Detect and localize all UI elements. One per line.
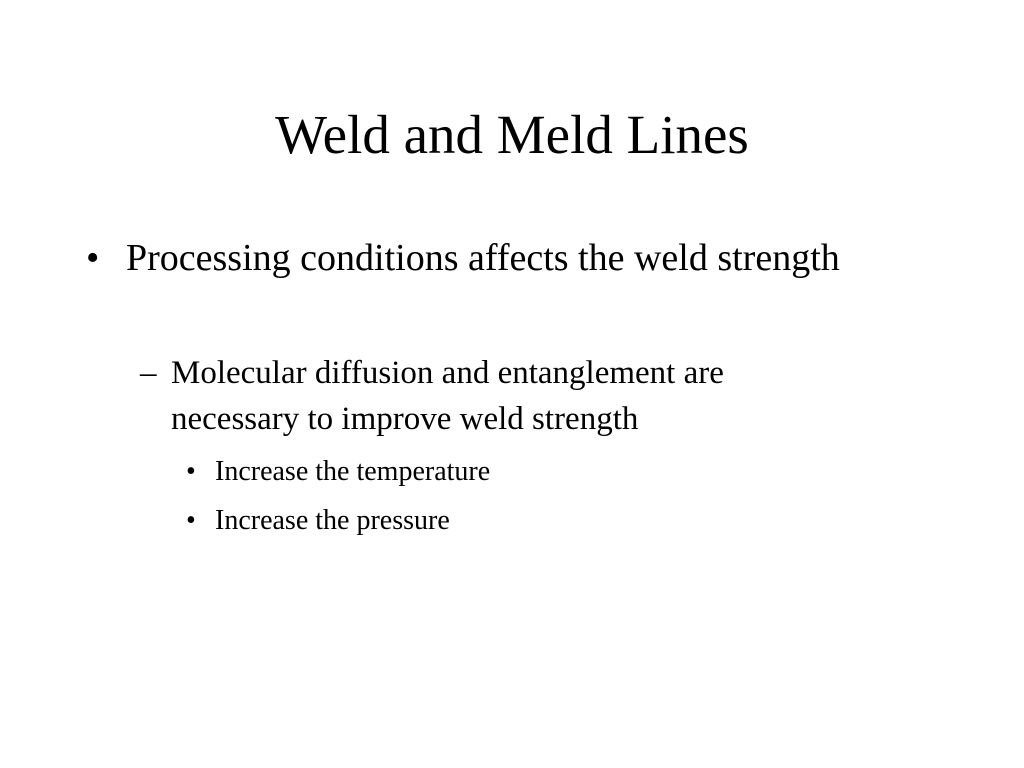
- bullet-level-2: [140, 350, 860, 442]
- bullet-marker: •: [86, 237, 100, 279]
- bullet-text: Increase the pressure: [215, 505, 450, 536]
- bullet-marker: •: [186, 505, 196, 536]
- bullet-text: Processing conditions affects the weld strength: [126, 237, 840, 279]
- bullet-text: Increase the temperature: [215, 456, 491, 487]
- bullet-level-3: [186, 501, 786, 541]
- bullet-level-3: [186, 452, 786, 492]
- slide-title: Weld and Meld Lines: [275, 104, 749, 165]
- bullet-marker: •: [186, 456, 196, 487]
- dash-marker: –: [140, 355, 157, 391]
- bullet-text: Molecular diffusion and entanglement are necessary to improve weld strength: [171, 355, 724, 437]
- bullet-level-1: [86, 232, 846, 284]
